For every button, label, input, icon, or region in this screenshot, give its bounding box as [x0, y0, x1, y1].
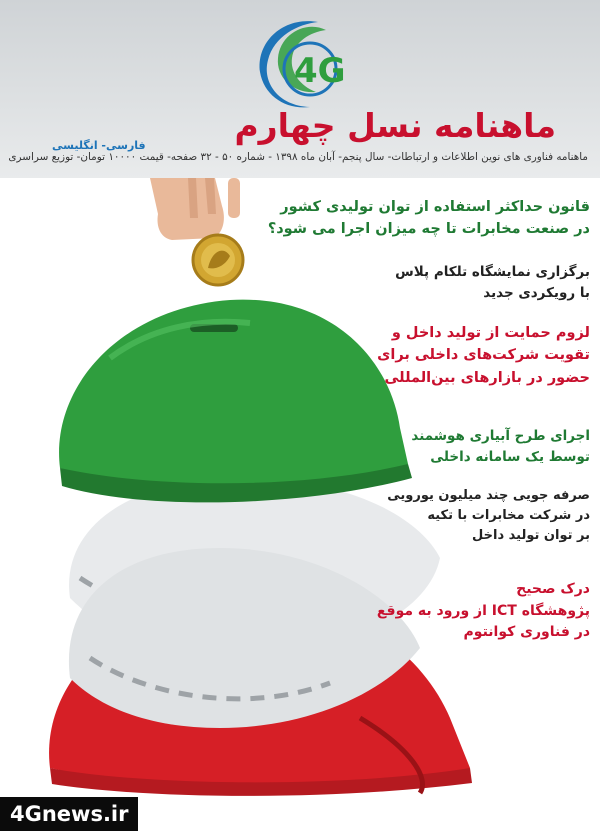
magazine-title: ماهنامه نسل چهارم	[234, 106, 556, 145]
headline-2[interactable]: برگزاری نمایشگاه تلکام پلاس با رویکردی جدید	[395, 264, 590, 301]
headline-4[interactable]: اجرای طرح آبیاری هوشمند توسط یک سامانه داخلی	[411, 428, 590, 465]
language-label: فارسی- انگلیسی	[52, 139, 146, 152]
gold-coin-icon	[193, 235, 243, 285]
headline-5[interactable]: صرفه جویی چند میلیون یورویی در شرکت مخابرات با تکیه بر توان تولید داخل	[387, 488, 590, 544]
issue-info: ماهنامه فناوری های نوین اطلاعات و ارتباطات- سال پنجم- آبان ماه ۱۳۹۸ - شماره ۵۰ - ۳۲ صفحه- قیمت ۱۰۰۰۰ تومان- توزیع سراسری	[8, 151, 588, 163]
cover-header	[0, 0, 600, 178]
4g-logo-icon	[248, 14, 358, 112]
headline-6[interactable]: درک صحیح پژوهشگاه ICT از ورود به موقع در فناوری کوانتوم	[376, 581, 590, 641]
site-watermark: 4Gnews.ir	[0, 797, 138, 831]
headline-3[interactable]: لزوم حمایت از تولید داخل و تقویت شرکت‌های داخلی برای حضور در بازارهای بین‌المللی	[377, 325, 590, 386]
headline-1[interactable]: قانون حداکثر استفاده از توان تولیدی کشور در صنعت مخابرات تا چه میزان اجرا می شود؟	[267, 199, 590, 238]
svg-text:4G: 4G	[294, 51, 346, 91]
